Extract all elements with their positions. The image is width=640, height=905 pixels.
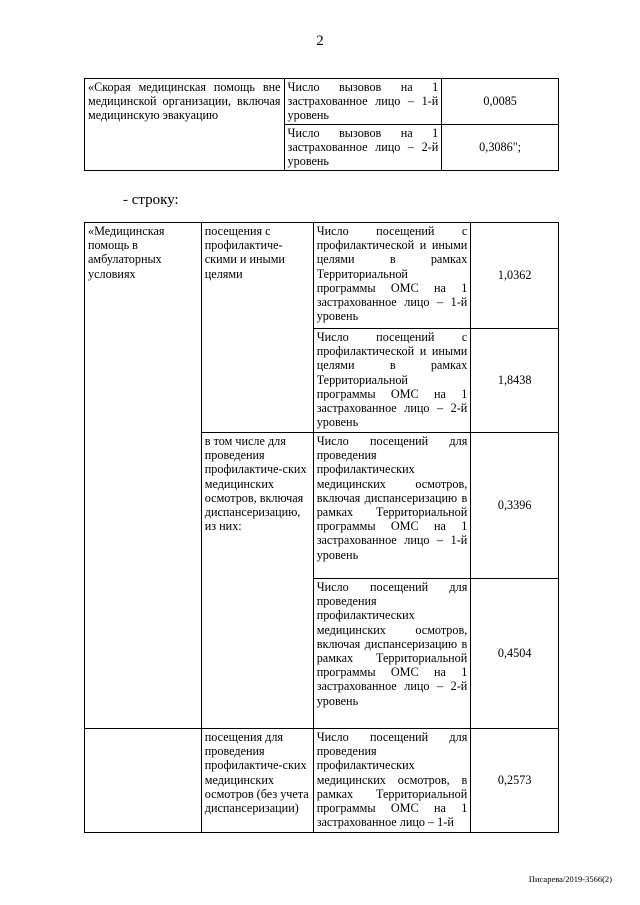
outpatient-category-cell: «Медицинская помощь в амбулаторных условиях [85,223,202,729]
indicator-cell: Число посещений с профилактической и иными целями в рамках Территориальной программы ОМС на 1 застрахованное лицо – 1-й уровень [313,223,471,329]
value-cell: 1,8438 [471,329,559,433]
subcategory-cell: посещения с профилактиче-скими и иными целями [201,223,313,433]
value-cell: 1,0362 [471,223,559,329]
intro-text: - строку: [123,192,179,208]
ambulance-table [84,78,559,171]
value-cell: 0,3086"; [442,125,559,171]
document-reference: Писарева/2019-3566(2) [528,874,612,884]
indicator-cell: Число посещений для проведения профилактических медицинских осмотров, включая диспансеризацию в рамках Территориальной программы ОМС на 1 застрахованное лицо – 1-й уровень [313,433,471,579]
indicator-cell: Число посещений для проведения профилактических медицинских осмотров, в рамках Территориальной программы ОМС на 1 застрахованное лицо – 1-й [313,729,471,833]
page-number: 2 [316,33,324,49]
indicator-cell: Число посещений для проведения профилактических медицинских осмотров, включая диспансеризацию в рамках Территориальной программы ОМС на 1 застрахованное лицо – 2-й уровень [313,579,471,729]
empty-cell [85,729,202,833]
subcategory-cell: посещения для проведения профилактиче-ских медицинских осмотров (без учета диспансеризации) [201,729,313,833]
indicator-cell: Число вызовов на 1 застрахованное лицо – 1-й уровень [284,79,442,125]
value-cell: 0,3396 [471,433,559,579]
ambulance-category-cell: «Скорая медицинская помощь вне медицинской организации, включая медицинскую эвакуацию [85,79,285,171]
value-cell: 0,2573 [471,729,559,833]
value-cell: 0,0085 [442,79,559,125]
subcategory-cell: в том числе для проведения профилактиче-ских медицинских осмотров, включая диспансеризацию, из них: [201,433,313,729]
value-cell: 0,4504 [471,579,559,729]
outpatient-table [84,222,559,833]
indicator-cell: Число посещений с профилактической и иными целями в рамках Территориальной программы ОМС на 1 застрахованное лицо – 2-й уровень [313,329,471,433]
indicator-cell: Число вызовов на 1 застрахованное лицо – 2-й уровень [284,125,442,171]
